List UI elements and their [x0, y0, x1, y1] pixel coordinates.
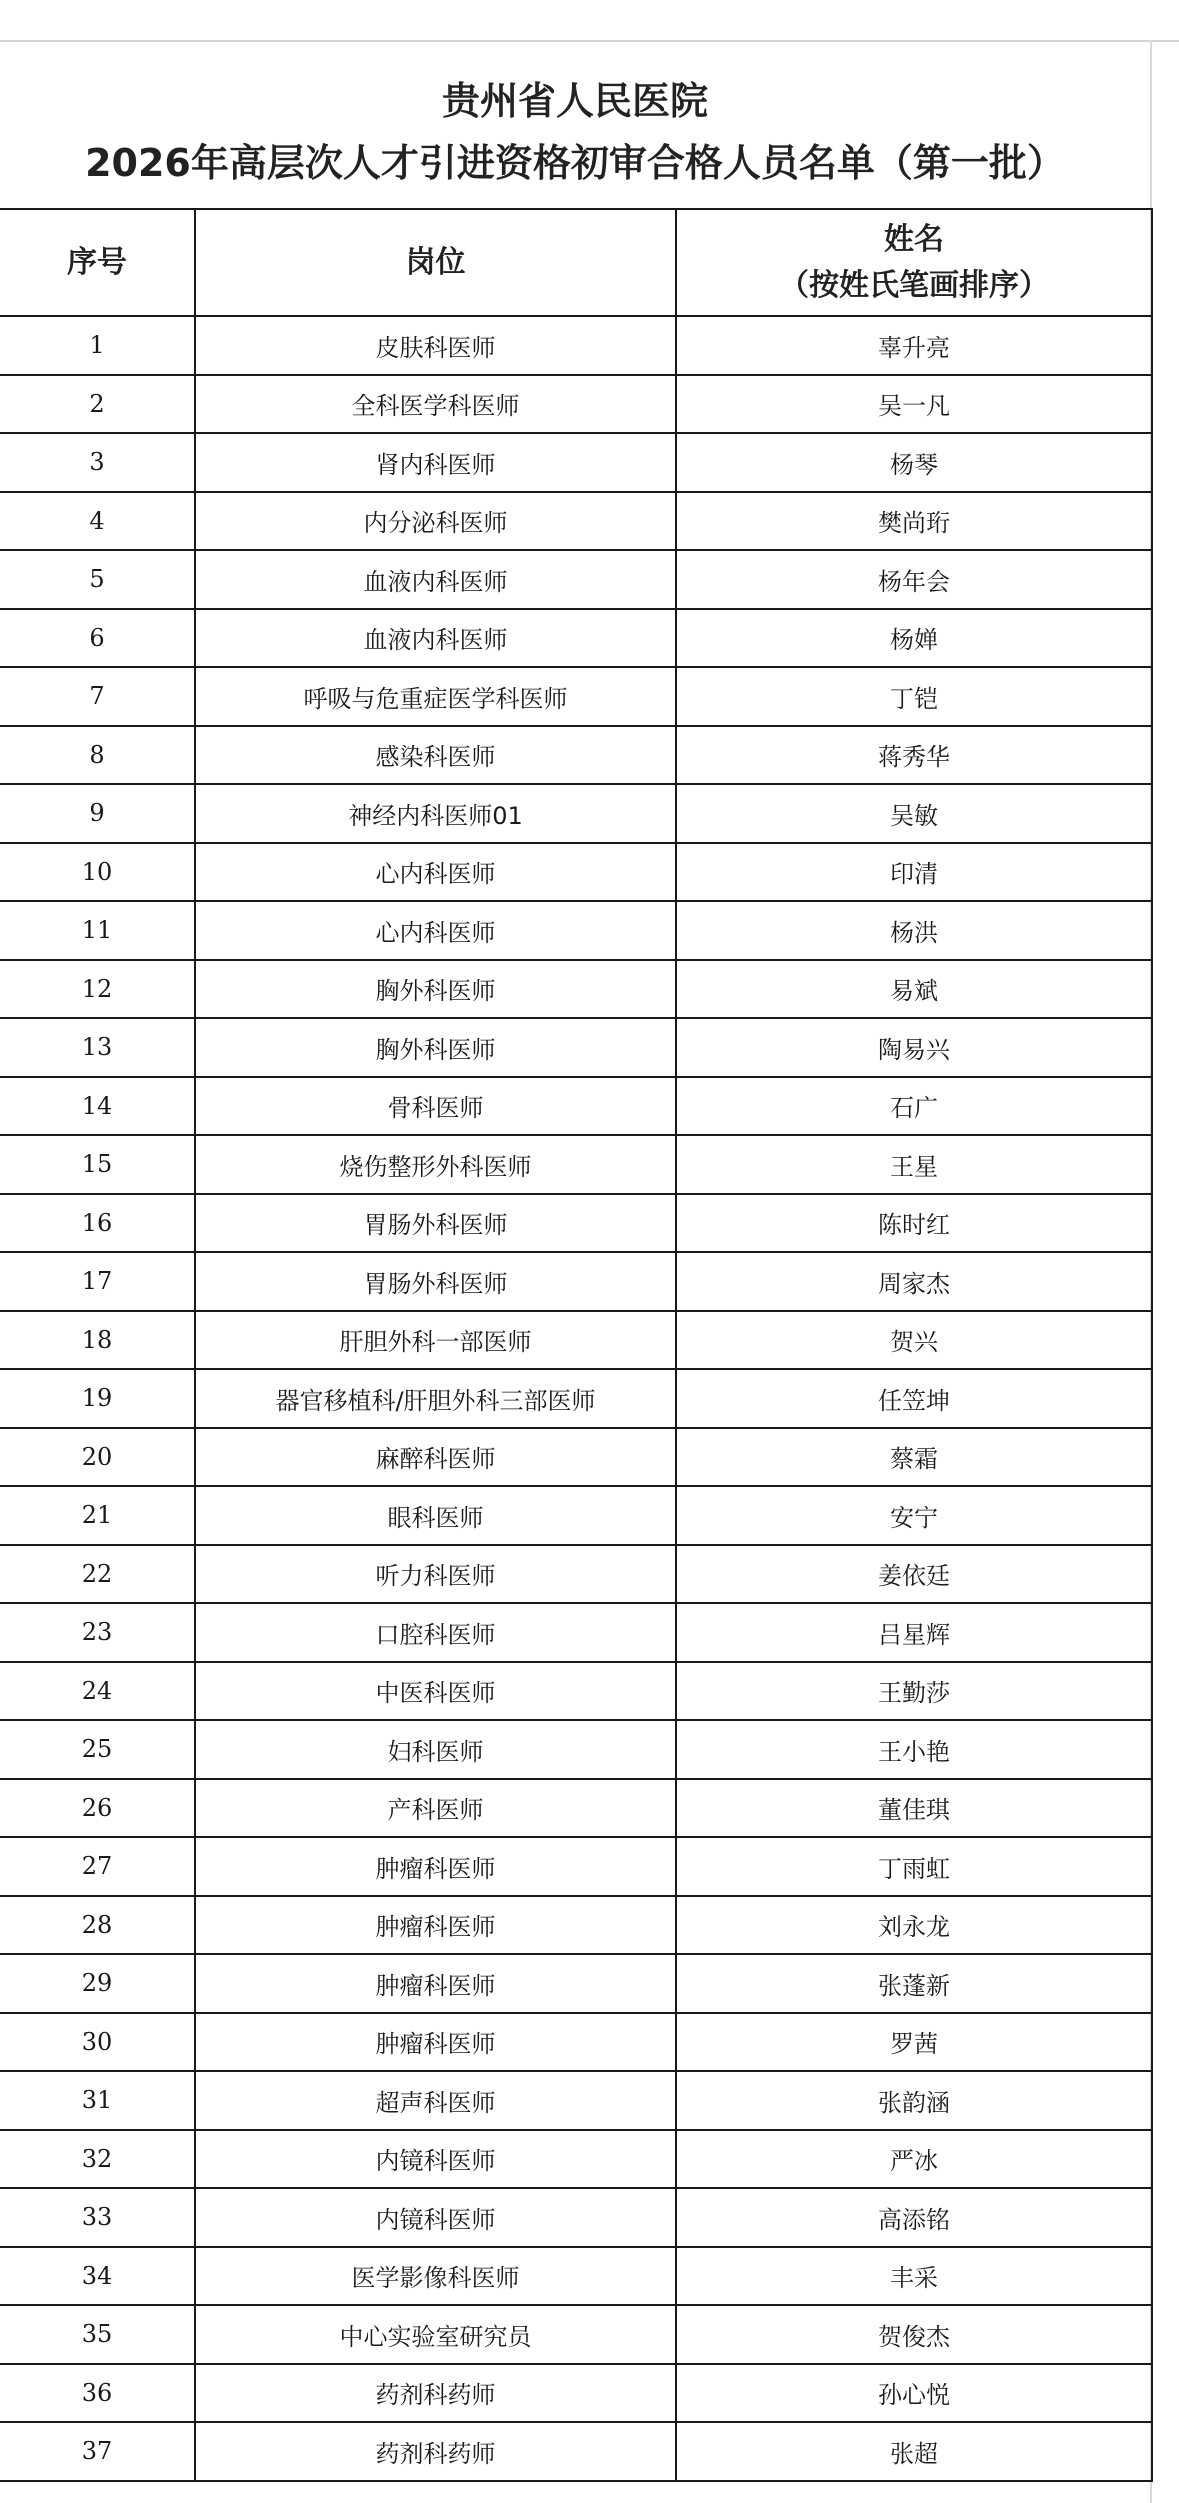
- row-name-cell: 刘永龙: [676, 1896, 1152, 1955]
- table-row: [0, 901, 1152, 960]
- row-seq-cell: 35: [0, 2305, 195, 2364]
- table-row: [0, 1603, 1152, 1662]
- row-position-cell: 麻醉科医师: [195, 1428, 676, 1487]
- row-seq-cell: 19: [0, 1369, 195, 1428]
- row-position-cell: 血液内科医师: [195, 609, 676, 668]
- row-seq-cell: 6: [0, 609, 195, 668]
- table-body: [0, 316, 1152, 2481]
- row-name-cell: 安宁: [676, 1486, 1152, 1545]
- row-seq-cell: 26: [0, 1779, 195, 1838]
- row-seq-cell: 34: [0, 2247, 195, 2306]
- row-seq-cell: 24: [0, 1662, 195, 1721]
- row-name-cell: 杨琴: [676, 433, 1152, 492]
- row-position-cell: 胸外科医师: [195, 960, 676, 1019]
- row-name-cell: 吴一凡: [676, 375, 1152, 434]
- table-row: [0, 1311, 1152, 1370]
- row-seq-cell: 18: [0, 1311, 195, 1370]
- row-name-cell: 辜升亮: [676, 316, 1152, 375]
- row-seq-cell: 14: [0, 1077, 195, 1136]
- table-row: [0, 1720, 1152, 1779]
- row-seq-cell: 31: [0, 2071, 195, 2130]
- table-row: [0, 1662, 1152, 1721]
- title-list-name: 2026年高层次人才引进资格初审合格人员名单（第一批）: [85, 141, 1065, 185]
- row-name-cell: 孙心悦: [676, 2364, 1152, 2423]
- table-row: [0, 2364, 1152, 2423]
- row-position-cell: 血液内科医师: [195, 550, 676, 609]
- row-seq-cell: 3: [0, 433, 195, 492]
- table-row: [0, 2247, 1152, 2306]
- table-row: [0, 1545, 1152, 1604]
- row-name-cell: 陈时红: [676, 1194, 1152, 1253]
- row-position-cell: 中心实验室研究员: [195, 2305, 676, 2364]
- row-name-cell: 吕星辉: [676, 1603, 1152, 1662]
- row-seq-cell: 12: [0, 960, 195, 1019]
- row-position-cell: 胸外科医师: [195, 1018, 676, 1077]
- table-row: [0, 784, 1152, 843]
- row-position-cell: 呼吸与危重症医学科医师: [195, 667, 676, 726]
- row-name-cell: 贺俊杰: [676, 2305, 1152, 2364]
- row-seq-cell: 22: [0, 1545, 195, 1604]
- column-header-name: [676, 209, 1152, 316]
- row-name-cell: 易斌: [676, 960, 1152, 1019]
- row-position-cell: 中医科医师: [195, 1662, 676, 1721]
- row-position-cell: 药剂科药师: [195, 2422, 676, 2481]
- row-position-cell: 肝胆外科一部医师: [195, 1311, 676, 1370]
- row-position-cell: 神经内科医师01: [195, 784, 676, 843]
- table-row: [0, 726, 1152, 785]
- document-title: [0, 42, 1150, 210]
- row-position-cell: 眼科医师: [195, 1486, 676, 1545]
- column-header-name-label: 姓名: [884, 221, 944, 257]
- row-seq-cell: 4: [0, 492, 195, 551]
- row-name-cell: 王勤莎: [676, 1662, 1152, 1721]
- table-row: [0, 1837, 1152, 1896]
- table-row: [0, 1428, 1152, 1487]
- top-margin: [0, 0, 1179, 40]
- row-name-cell: 丁铠: [676, 667, 1152, 726]
- table-row: [0, 2071, 1152, 2130]
- table-row: [0, 2422, 1152, 2481]
- table-row: [0, 2305, 1152, 2364]
- row-name-cell: 杨婵: [676, 609, 1152, 668]
- row-position-cell: 胃肠外科医师: [195, 1252, 676, 1311]
- table-row: [0, 1896, 1152, 1955]
- row-position-cell: 医学影像科医师: [195, 2247, 676, 2306]
- row-seq-cell: 28: [0, 1896, 195, 1955]
- table-row: [0, 433, 1152, 492]
- row-seq-cell: 15: [0, 1135, 195, 1194]
- row-name-cell: 王小艳: [676, 1720, 1152, 1779]
- row-seq-cell: 10: [0, 843, 195, 902]
- row-name-cell: 樊尚珩: [676, 492, 1152, 551]
- row-position-cell: 肿瘤科医师: [195, 2013, 676, 2072]
- candidate-table: [0, 208, 1153, 2482]
- row-name-cell: 张蓬新: [676, 1954, 1152, 2013]
- row-position-cell: 皮肤科医师: [195, 316, 676, 375]
- row-name-cell: 吴敏: [676, 784, 1152, 843]
- row-seq-cell: 9: [0, 784, 195, 843]
- table-row: [0, 1779, 1152, 1838]
- row-name-cell: 杨洪: [676, 901, 1152, 960]
- table-row: [0, 492, 1152, 551]
- row-position-cell: 药剂科药师: [195, 2364, 676, 2423]
- table-row: [0, 550, 1152, 609]
- row-name-cell: 严冰: [676, 2130, 1152, 2189]
- row-seq-cell: 21: [0, 1486, 195, 1545]
- row-name-cell: 周家杰: [676, 1252, 1152, 1311]
- row-position-cell: 心内科医师: [195, 843, 676, 902]
- row-name-cell: 丰采: [676, 2247, 1152, 2306]
- table-row: [0, 2130, 1152, 2189]
- row-name-cell: 陶易兴: [676, 1018, 1152, 1077]
- row-position-cell: 器官移植科/肝胆外科三部医师: [195, 1369, 676, 1428]
- row-name-cell: 王星: [676, 1135, 1152, 1194]
- row-seq-cell: 36: [0, 2364, 195, 2423]
- row-position-cell: 肾内科医师: [195, 433, 676, 492]
- column-header-position: 岗位: [195, 209, 676, 316]
- table-row: [0, 316, 1152, 375]
- row-name-cell: 董佳琪: [676, 1779, 1152, 1838]
- row-seq-cell: 20: [0, 1428, 195, 1487]
- row-seq-cell: 25: [0, 1720, 195, 1779]
- table-row: [0, 1018, 1152, 1077]
- row-position-cell: 内镜科医师: [195, 2130, 676, 2189]
- table-row: [0, 2013, 1152, 2072]
- row-seq-cell: 2: [0, 375, 195, 434]
- row-name-cell: 印清: [676, 843, 1152, 902]
- row-position-cell: 超声科医师: [195, 2071, 676, 2130]
- row-seq-cell: 1: [0, 316, 195, 375]
- row-position-cell: 产科医师: [195, 1779, 676, 1838]
- row-seq-cell: 30: [0, 2013, 195, 2072]
- row-seq-cell: 23: [0, 1603, 195, 1662]
- row-position-cell: 骨科医师: [195, 1077, 676, 1136]
- table-row: [0, 2188, 1152, 2247]
- row-position-cell: 肿瘤科医师: [195, 1837, 676, 1896]
- column-header-seq: 序号: [0, 209, 195, 316]
- row-name-cell: 蒋秀华: [676, 726, 1152, 785]
- table-row: [0, 960, 1152, 1019]
- row-seq-cell: 7: [0, 667, 195, 726]
- row-name-cell: 丁雨虹: [676, 1837, 1152, 1896]
- table-row: [0, 375, 1152, 434]
- table-row: [0, 1252, 1152, 1311]
- row-seq-cell: 13: [0, 1018, 195, 1077]
- table-row: [0, 609, 1152, 668]
- table-row: [0, 1077, 1152, 1136]
- table-header-row: [0, 209, 1152, 316]
- row-name-cell: 张韵涵: [676, 2071, 1152, 2130]
- row-name-cell: 张超: [676, 2422, 1152, 2481]
- row-position-cell: 心内科医师: [195, 901, 676, 960]
- row-position-cell: 肿瘤科医师: [195, 1954, 676, 2013]
- table-row: [0, 1135, 1152, 1194]
- table-row: [0, 667, 1152, 726]
- table-row: [0, 1954, 1152, 2013]
- candidate-table-container: [0, 208, 1152, 2482]
- row-position-cell: 口腔科医师: [195, 1603, 676, 1662]
- row-seq-cell: 5: [0, 550, 195, 609]
- row-seq-cell: 17: [0, 1252, 195, 1311]
- row-name-cell: 高添铭: [676, 2188, 1152, 2247]
- row-name-cell: 石广: [676, 1077, 1152, 1136]
- row-position-cell: 听力科医师: [195, 1545, 676, 1604]
- row-seq-cell: 8: [0, 726, 195, 785]
- row-seq-cell: 27: [0, 1837, 195, 1896]
- row-seq-cell: 37: [0, 2422, 195, 2481]
- row-seq-cell: 33: [0, 2188, 195, 2247]
- row-seq-cell: 32: [0, 2130, 195, 2189]
- column-header-name-note: （按姓氏笔画排序）: [779, 267, 1049, 303]
- row-position-cell: 肿瘤科医师: [195, 1896, 676, 1955]
- row-position-cell: 妇科医师: [195, 1720, 676, 1779]
- row-position-cell: 内分泌科医师: [195, 492, 676, 551]
- table-row: [0, 1369, 1152, 1428]
- row-seq-cell: 16: [0, 1194, 195, 1253]
- row-position-cell: 内镜科医师: [195, 2188, 676, 2247]
- row-seq-cell: 29: [0, 1954, 195, 2013]
- row-position-cell: 全科医学科医师: [195, 375, 676, 434]
- row-name-cell: 杨年会: [676, 550, 1152, 609]
- row-seq-cell: 11: [0, 901, 195, 960]
- row-name-cell: 罗茜: [676, 2013, 1152, 2072]
- row-position-cell: 烧伤整形外科医师: [195, 1135, 676, 1194]
- row-name-cell: 任笠坤: [676, 1369, 1152, 1428]
- row-position-cell: 胃肠外科医师: [195, 1194, 676, 1253]
- row-name-cell: 姜依廷: [676, 1545, 1152, 1604]
- table-row: [0, 843, 1152, 902]
- title-hospital-name: 贵州省人民医院: [441, 79, 708, 123]
- row-name-cell: 蔡霜: [676, 1428, 1152, 1487]
- table-row: [0, 1486, 1152, 1545]
- row-name-cell: 贺兴: [676, 1311, 1152, 1370]
- row-position-cell: 感染科医师: [195, 726, 676, 785]
- table-row: [0, 1194, 1152, 1253]
